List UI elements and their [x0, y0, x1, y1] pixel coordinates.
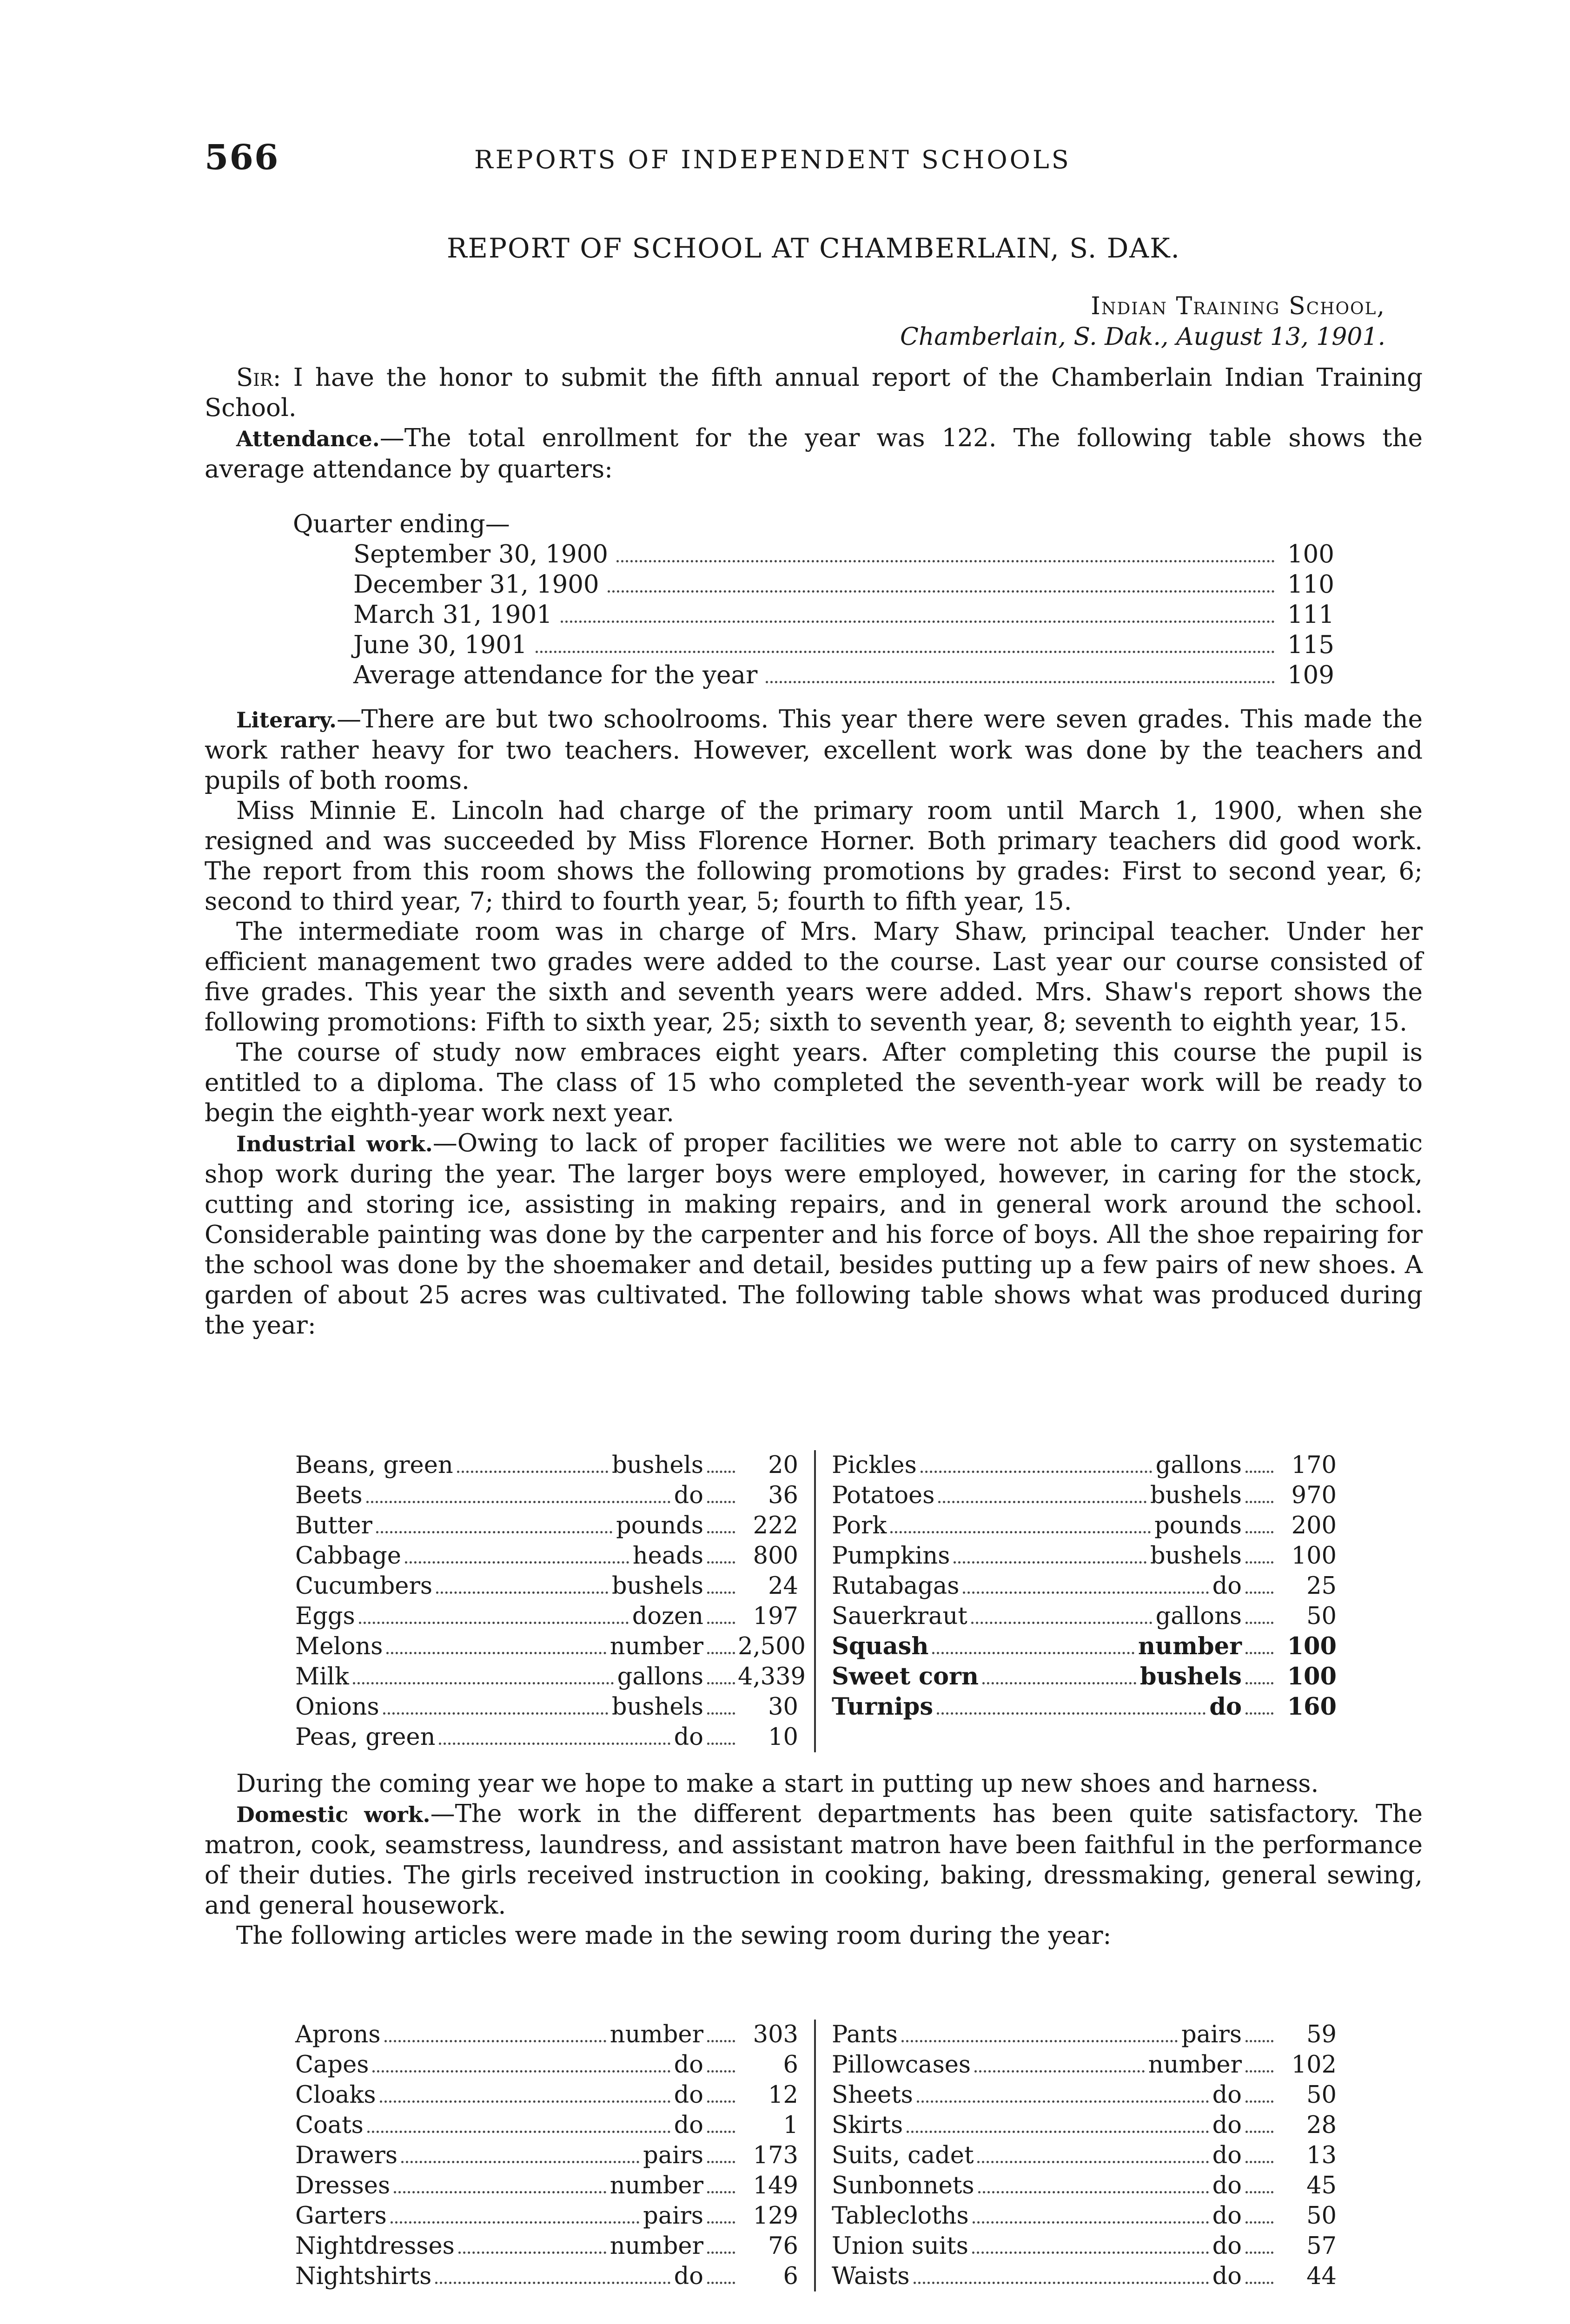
salutation-paragraph: [205, 363, 1423, 423]
item-unit: do: [1212, 2142, 1242, 2169]
item-quantity: 200: [1291, 1512, 1337, 1539]
attendance-table: [293, 509, 1334, 690]
item-unit: do: [1212, 2202, 1242, 2230]
item-quantity: 6: [783, 2051, 798, 2079]
item-quantity: 173: [753, 2142, 798, 2169]
dot-leader: [372, 2070, 670, 2073]
item-quantity: 129: [753, 2202, 798, 2230]
report-title: REPORT OF SCHOOL AT CHAMBERLAIN, S. DAK.: [447, 232, 1180, 264]
literary-paragraph-1: [205, 704, 1423, 796]
dot-leader: [932, 1652, 1134, 1654]
dot-leader: [1245, 2100, 1273, 2103]
item-unit: do: [1212, 1572, 1242, 1600]
item-quantity: 303: [753, 2021, 798, 2048]
dot-leader: [921, 1471, 1152, 1473]
dot-leader: [383, 1712, 608, 1715]
item-quantity: 1: [783, 2112, 798, 2139]
item-quantity: 2,500: [738, 1633, 806, 1660]
item-name: Suits, cadet: [832, 2142, 974, 2169]
table-row: [295, 2020, 798, 2050]
item-unit: do: [1212, 2081, 1242, 2109]
dot-leader: [608, 590, 1275, 593]
dot-leader: [353, 1682, 614, 1684]
sewing-left-column: [295, 2020, 816, 2291]
item-name: Union suits: [832, 2232, 968, 2260]
literary-paragraph-4: The course of study now embraces eight years. After completing this course the pupil is entitled to a diploma. The class of 15 who completed the seventh-year work will be ready to begin the eighth-year work next year.: [205, 1038, 1423, 1127]
table-row: [295, 1722, 798, 1752]
dot-leader: [982, 1682, 1136, 1684]
dot-leader: [1245, 2040, 1273, 2042]
table-row: [832, 2140, 1337, 2171]
table-row: [832, 1541, 1337, 1571]
item-name: Tablecloths: [832, 2202, 969, 2230]
dot-leader: [938, 1501, 1146, 1503]
dot-leader: [384, 2040, 606, 2042]
dot-leader: [435, 2282, 670, 2284]
item-quantity: 59: [1306, 2021, 1337, 2048]
dot-leader: [1245, 2221, 1273, 2224]
item-name: Milk: [295, 1663, 349, 1690]
item-name: Garters: [295, 2202, 387, 2230]
table-row: [295, 2110, 798, 2140]
item-name: Rutabagas: [832, 1572, 960, 1600]
dot-leader: [707, 2161, 735, 2163]
item-quantity: 102: [1291, 2051, 1337, 2079]
dot-leader: [978, 2191, 1209, 2193]
table-row: [832, 2080, 1337, 2110]
table-row: [295, 1450, 798, 1480]
dot-leader: [707, 1682, 735, 1684]
item-unit: do: [674, 2081, 703, 2109]
return-address: [814, 291, 1385, 352]
literary-paragraph-3: The intermediate room was in charge of Mrs. Mary Shaw, principal teacher. Under her efficient management two grades were added to the course. Last year our course consisted of five grades. This year the sixth and seventh years were added. Mrs. Shaw's report shows the following promotions: Fifth to sixth year, 25; sixth to seventh year, 8; seventh to eighth year, 15.: [205, 918, 1423, 1037]
attendance-quarter: Average attendance for the year: [353, 661, 758, 689]
literary-text-1: —There are but two schoolrooms. This year there were seven grades. This made the work rather heavy for two teachers. However, excellent work was done by the teachers and pupils of both rooms.: [205, 705, 1423, 795]
dot-leader: [707, 2131, 735, 2133]
dot-leader: [707, 2100, 735, 2103]
dot-leader: [1245, 1561, 1273, 1564]
domestic-paragraph: [205, 1799, 1423, 1921]
attendance-rows: [293, 539, 1334, 690]
dot-leader: [376, 1531, 612, 1533]
dot-leader: [707, 1622, 735, 1624]
item-unit: pairs: [643, 2142, 703, 2169]
attendance-row: [293, 600, 1334, 630]
item-name: Beets: [295, 1482, 363, 1509]
attendance-quarter: September 30, 1900: [353, 540, 609, 568]
dot-leader: [707, 2282, 735, 2284]
attendance-quarter: June 30, 1901: [353, 631, 527, 659]
table-row: [832, 1601, 1337, 1631]
table-row: [832, 2201, 1337, 2231]
dot-leader: [1245, 2251, 1273, 2254]
dot-leader: [536, 651, 1275, 653]
item-quantity: 20: [768, 1452, 798, 1479]
item-quantity: 50: [1306, 2202, 1337, 2230]
return-address-line2: Chamberlain, S. Dak., August 13, 1901.: [900, 323, 1385, 351]
item-name: Peas, green: [295, 1723, 436, 1751]
item-unit: heads: [632, 1542, 703, 1570]
table-row: [832, 2050, 1337, 2080]
table-row: [832, 2261, 1337, 2291]
dot-leader: [391, 2221, 639, 2224]
table-row: [295, 1571, 798, 1601]
salutation-text: I have the honor to submit the fifth annual report of the Chamberlain Indian Training School.: [205, 363, 1423, 422]
item-name: Waists: [832, 2263, 910, 2290]
attendance-quarter: December 31, 1900: [353, 570, 599, 599]
item-unit: do: [1212, 2263, 1242, 2290]
table-row: [295, 1631, 806, 1662]
item-quantity: 36: [768, 1482, 798, 1509]
industrial-heading: Industrial work.: [236, 1131, 433, 1156]
dot-leader: [954, 1561, 1146, 1564]
table-row: [832, 2231, 1337, 2261]
dot-leader: [707, 1652, 735, 1654]
table-row: [832, 1480, 1337, 1511]
table-row: [295, 1601, 798, 1631]
item-name: Sauerkraut: [832, 1603, 967, 1630]
table-row: [295, 2171, 798, 2201]
dot-leader: [707, 1743, 735, 1745]
attendance-text: —The total enrollment for the year was 122. The following table shows the average attendance by quarters:: [205, 424, 1423, 483]
item-unit: pairs: [643, 2202, 703, 2230]
item-unit: do: [674, 2112, 703, 2139]
item-unit: do: [1212, 2232, 1242, 2260]
dot-leader: [439, 1743, 670, 1745]
dot-leader: [707, 1561, 735, 1564]
dot-leader: [616, 560, 1275, 562]
item-unit: do: [1212, 2112, 1242, 2139]
item-unit: number: [1138, 1632, 1242, 1660]
item-unit: bushels: [1150, 1482, 1242, 1509]
table-row: [295, 2261, 798, 2291]
item-quantity: 800: [753, 1542, 798, 1570]
dot-leader: [405, 1561, 629, 1564]
item-unit: bushels: [1150, 1542, 1242, 1570]
table-row: [832, 1450, 1337, 1480]
dot-leader: [1245, 2131, 1273, 2133]
sewing-right-column: [816, 2020, 1337, 2291]
item-quantity: 76: [768, 2232, 798, 2260]
table-row: [295, 1541, 798, 1571]
dot-leader: [1245, 1622, 1273, 1624]
attendance-list-heading: Quarter ending—: [293, 510, 510, 538]
dot-leader: [1245, 1471, 1273, 1473]
item-name: Cloaks: [295, 2081, 376, 2109]
attendance-row: [293, 539, 1334, 569]
dot-leader: [561, 621, 1275, 623]
item-name: Coats: [295, 2112, 364, 2139]
item-quantity: 12: [768, 2081, 798, 2109]
attendance-paragraph: [205, 423, 1423, 484]
dot-leader: [707, 1501, 735, 1503]
dot-leader: [707, 1471, 735, 1473]
literary-industrial-block: [205, 704, 1423, 1340]
attendance-row: [293, 660, 1334, 690]
item-name: Beans, green: [295, 1452, 453, 1479]
attendance-heading: Attendance.: [236, 426, 380, 451]
dot-leader: [1245, 1501, 1273, 1503]
item-name: Squash: [832, 1632, 929, 1660]
item-name: Sheets: [832, 2081, 913, 2109]
dot-leader: [707, 2040, 735, 2042]
table-row: [295, 2201, 798, 2231]
dot-leader: [707, 1531, 735, 1533]
item-quantity: 149: [753, 2172, 798, 2199]
dot-leader: [971, 1622, 1152, 1624]
dot-leader: [914, 2282, 1209, 2284]
dot-leader: [707, 2070, 735, 2073]
item-quantity: 100: [1287, 1632, 1337, 1660]
dot-leader: [436, 1591, 608, 1594]
dot-leader: [401, 2161, 639, 2163]
item-name: Pork: [832, 1512, 887, 1539]
item-quantity: 13: [1306, 2142, 1337, 2169]
item-unit: do: [674, 1723, 703, 1751]
dot-leader: [386, 1652, 606, 1654]
dot-leader: [707, 1591, 735, 1594]
table-row: [832, 2110, 1337, 2140]
item-unit: do: [674, 1482, 703, 1509]
item-name: Aprons: [295, 2021, 381, 2048]
item-unit: number: [609, 1633, 703, 1660]
dot-leader: [974, 2070, 1145, 2073]
item-quantity: 10: [768, 1723, 798, 1751]
salutation-lead: Sir:: [236, 363, 281, 392]
sewing-table: [295, 2020, 1341, 2291]
table-row: [832, 1631, 1337, 1662]
item-unit: number: [609, 2021, 703, 2048]
dot-leader: [972, 2251, 1209, 2254]
table-row: [832, 1662, 1337, 1692]
item-quantity: 222: [753, 1512, 798, 1539]
dot-leader: [907, 2131, 1208, 2133]
dot-leader: [977, 2161, 1208, 2163]
dot-leader: [1245, 1682, 1273, 1684]
item-unit: number: [609, 2172, 703, 2199]
dot-leader: [963, 1591, 1208, 1594]
dot-leader: [1245, 1591, 1273, 1594]
item-name: Drawers: [295, 2142, 398, 2169]
item-quantity: 970: [1291, 1482, 1337, 1509]
item-quantity: 4,339: [738, 1663, 806, 1690]
item-name: Nightshirts: [295, 2263, 432, 2290]
item-quantity: 100: [1287, 1663, 1337, 1690]
attendance-row: [293, 569, 1334, 600]
table-row: [295, 1662, 806, 1692]
item-quantity: 6: [783, 2263, 798, 2290]
item-unit: bushels: [611, 1572, 703, 1600]
item-name: Butter: [295, 1512, 372, 1539]
item-quantity: 160: [1287, 1693, 1337, 1721]
attendance-value: 100: [1287, 540, 1334, 568]
item-name: Pants: [832, 2021, 898, 2048]
item-name: Cabbage: [295, 1542, 401, 1570]
dot-leader: [707, 2221, 735, 2224]
domestic-block: [205, 1769, 1423, 1951]
item-unit: pounds: [1154, 1512, 1242, 1539]
return-address-line1: Indian Training School,: [1091, 292, 1385, 320]
produce-table: [295, 1450, 1341, 1752]
dot-leader: [707, 1712, 735, 1715]
item-unit: bushels: [611, 1693, 703, 1721]
dot-leader: [707, 2251, 735, 2254]
table-row: [832, 2171, 1337, 2201]
literary-heading: Literary.: [236, 707, 337, 733]
table-row: [295, 2050, 798, 2080]
item-name: Nightdresses: [295, 2232, 455, 2260]
item-unit: pounds: [616, 1512, 703, 1539]
item-quantity: 44: [1306, 2263, 1337, 2290]
attendance-value: 115: [1287, 631, 1334, 659]
dot-leader: [1245, 1652, 1273, 1654]
produce-right-column: [816, 1450, 1337, 1752]
item-unit: do: [1212, 2172, 1242, 2199]
dot-leader: [890, 1531, 1151, 1533]
attendance-row: [293, 630, 1334, 660]
item-unit: pairs: [1181, 2021, 1242, 2048]
dot-leader: [973, 2221, 1209, 2224]
dot-leader: [457, 1471, 608, 1473]
dot-leader: [917, 2100, 1209, 2103]
item-unit: do: [674, 2263, 703, 2290]
item-name: Sweet corn: [832, 1663, 979, 1690]
dot-leader: [380, 2100, 670, 2103]
item-quantity: 197: [753, 1603, 798, 1630]
table-row: [832, 1511, 1337, 1541]
item-quantity: 57: [1306, 2232, 1337, 2260]
attendance-value: 110: [1287, 570, 1334, 599]
industrial-paragraph: [205, 1128, 1423, 1340]
table-row: [832, 2020, 1337, 2050]
dot-leader: [394, 2191, 606, 2193]
dot-leader: [366, 1501, 670, 1503]
dot-leader: [1245, 2161, 1273, 2163]
produce-left-column: [295, 1450, 816, 1752]
item-unit: dozen: [632, 1603, 703, 1630]
item-name: Turnips: [832, 1693, 934, 1721]
dot-leader: [1245, 2282, 1273, 2284]
domestic-heading: Domestic work.: [236, 1802, 431, 1827]
dot-leader: [766, 681, 1275, 683]
item-unit: bushels: [1139, 1663, 1242, 1690]
dot-leader: [707, 2191, 735, 2193]
item-quantity: 45: [1306, 2172, 1337, 2199]
item-quantity: 24: [768, 1572, 798, 1600]
industrial-text: —Owing to lack of proper facilities we were not able to carry on systematic shop work during the year. The larger boys were employed, however, in caring for the stock, cutting and storing ice, assisting in making repairs, and in general work around the school. Considerable painting was done by the carpenter and his force of boys. All the shoe repairing for the school was done by the shoemaker and detail, besides putting up a few pairs of new shoes. A garden of about 25 acres was cultivated. The following table shows what was produced during the year:: [205, 1129, 1423, 1340]
item-name: Capes: [295, 2051, 369, 2079]
item-unit: do: [674, 2051, 703, 2079]
dot-leader: [1245, 1712, 1273, 1715]
table-row: [295, 1692, 798, 1722]
item-quantity: 170: [1291, 1452, 1337, 1479]
domestic-text: —The work in the different departments has been quite satisfactory. The matron, cook, seamstress, laundress, and assistant matron have been faithful in the performance of their duties. The girls received instruction in cooking, baking, dressmaking, general sewing, and general housework.: [205, 1800, 1423, 1920]
item-unit: gallons: [1155, 1452, 1242, 1479]
dot-leader: [1245, 2070, 1273, 2073]
item-quantity: 50: [1306, 2081, 1337, 2109]
table-row: [832, 1692, 1337, 1722]
item-quantity: 100: [1291, 1542, 1337, 1570]
item-name: Skirts: [832, 2112, 903, 2139]
item-quantity: 25: [1306, 1572, 1337, 1600]
item-quantity: 50: [1306, 1603, 1337, 1630]
dot-leader: [458, 2251, 606, 2254]
item-name: Pumpkins: [832, 1542, 950, 1570]
table-row: [295, 2140, 798, 2171]
attendance-value: 109: [1287, 661, 1334, 689]
dot-leader: [901, 2040, 1178, 2042]
item-name: Eggs: [295, 1603, 355, 1630]
item-unit: number: [1148, 2051, 1242, 2079]
attendance-quarter: March 31, 1901: [353, 601, 552, 629]
item-name: Pickles: [832, 1452, 917, 1479]
table-row: [295, 2231, 798, 2261]
sewing-intro: The following articles were made in the sewing room during the year:: [236, 1921, 1112, 1950]
item-quantity: 30: [768, 1693, 798, 1721]
item-name: Pillowcases: [832, 2051, 971, 2079]
item-name: Sunbonnets: [832, 2172, 974, 2199]
item-unit: do: [1209, 1693, 1242, 1721]
table-row: [295, 1511, 798, 1541]
dot-leader: [359, 1622, 629, 1624]
table-row: [832, 1571, 1337, 1601]
item-name: Melons: [295, 1633, 383, 1660]
item-unit: gallons: [617, 1663, 703, 1690]
table-row: [295, 1480, 798, 1511]
item-name: Cucumbers: [295, 1572, 433, 1600]
item-unit: bushels: [611, 1452, 703, 1479]
page-number: 566: [205, 138, 279, 178]
literary-paragraph-2: Miss Minnie E. Lincoln had charge of the primary room until March 1, 1900, when she resigned and was succeeded by Miss Florence Horner. Both primary teachers did good work. The report from this room shows the following promotions by grades: First to second year, 6; second to third year, 7; third to fourth year, 5; fourth to fifth year, 15.: [205, 797, 1423, 916]
item-quantity: 28: [1306, 2112, 1337, 2139]
item-name: Dresses: [295, 2172, 391, 2199]
dot-leader: [1245, 1531, 1273, 1533]
item-name: Potatoes: [832, 1482, 935, 1509]
table-row: [295, 2080, 798, 2110]
dot-leader: [367, 2131, 670, 2133]
dot-leader: [937, 1712, 1206, 1715]
dot-leader: [1245, 2191, 1273, 2193]
item-unit: gallons: [1155, 1603, 1242, 1630]
item-unit: number: [609, 2232, 703, 2260]
item-name: Onions: [295, 1693, 379, 1721]
attendance-value: 111: [1287, 601, 1334, 629]
intro-block: [205, 363, 1423, 484]
running-head: REPORTS OF INDEPENDENT SCHOOLS: [474, 145, 1071, 174]
industrial-after-paragraph: During the coming year we hope to make a start in putting up new shoes and harness.: [236, 1769, 1319, 1798]
